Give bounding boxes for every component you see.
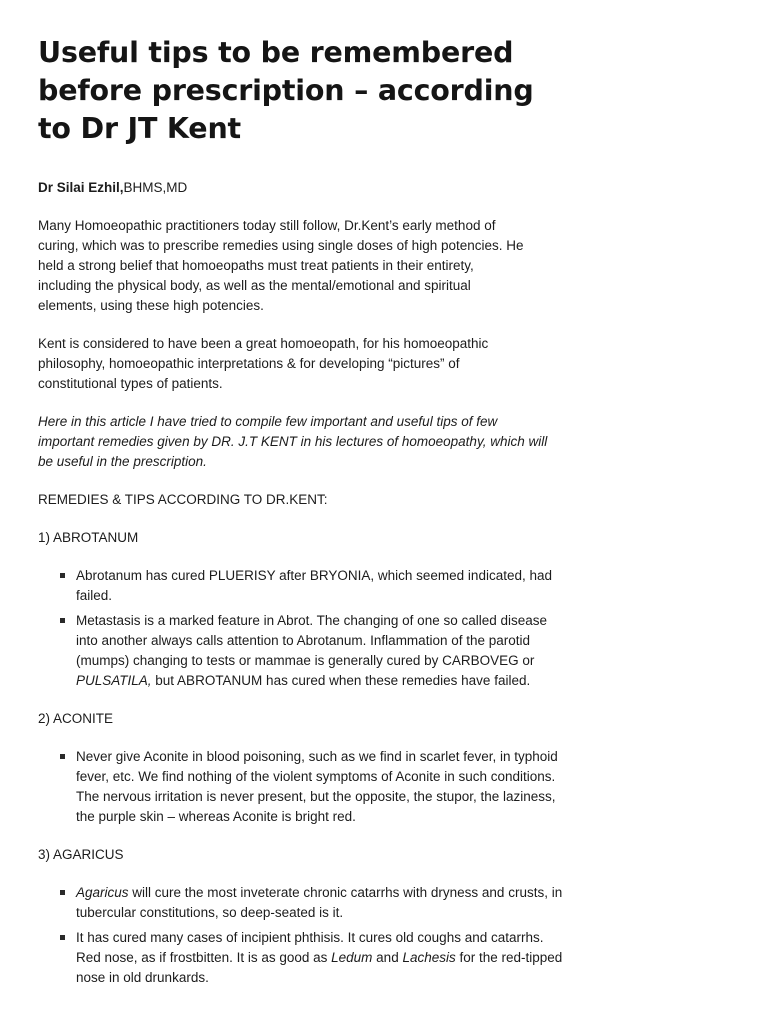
list-item-line [76,631,636,651]
italic-line: important remedies given by DR. J.T KENT in his lectures of homoeopathy, which will [38,434,548,449]
square-bullet-icon [60,890,65,895]
intro-line: including the physical body, as well as the mental/emotional and spiritual [38,278,471,293]
intro-line: elements, using these high potencies. [38,298,264,313]
list-item-line [76,586,636,606]
square-bullet-icon [60,754,65,759]
kent-line: philosophy, homoeopathic interpretations & for developing “pictures” of [38,356,460,371]
text: but ABROTANUM has cured when these remedies have failed. [151,673,531,688]
italic-text: Agaricus [76,885,129,900]
list-item-line [76,968,636,988]
text: for the red-tipped [455,950,563,965]
list-item [38,747,636,827]
text: Red nose, as if frostbitten. It is as good as [76,950,332,965]
title-line: to Dr JT Kent [38,112,241,145]
remedy-heading: 3) AGARICUS [38,847,124,862]
intro-paragraph [38,216,598,316]
kent-line: Kent is considered to have been a great homoeopath, for his homoeopathic [38,336,489,351]
text: The nervous irritation is never present, but the opposite, the stupor, the laziness, [76,789,556,804]
title-line: Useful tips to be remembered [38,36,514,69]
remedy-list [38,747,768,827]
list-item-line [76,671,636,691]
italic-line: Here in this article I have tried to compile few important and useful tips of few [38,414,498,429]
text: nose in old drunkards. [76,970,209,985]
list-item-line [76,807,636,827]
intro-line: Many Homoeopathic practitioners today still follow, Dr.Kent’s early method of [38,218,496,233]
text: into another always calls attention to Abrotanum. Inflammation of the parotid [76,633,531,648]
list-item [38,566,636,606]
author-credentials: BHMS,MD [123,180,188,195]
remedy-sections [38,528,768,988]
text: Never give Aconite in blood poisoning, such as we find in scarlet fever, in typhoid [76,749,558,764]
list-item-line [76,928,636,948]
italic-text: Lachesis [402,950,456,965]
text: the purple skin – whereas Aconite is bright red. [76,809,356,824]
italic-text: Ledum [331,950,373,965]
author-byline [38,178,768,198]
author-name: Dr Silai Ezhil, [38,180,124,195]
intro-line: curing, which was to prescribe remedies using single doses of high potencies. He [38,238,524,253]
intro-line: held a strong belief that homoeopaths must treat patients in their entirety, [38,258,474,273]
remedies-heading: REMEDIES & TIPS ACCORDING TO DR.KENT: [38,492,328,507]
list-item-line [76,903,636,923]
text: and [372,950,403,965]
remedy-heading: 1) ABROTANUM [38,530,139,545]
list-item [38,928,636,988]
title-line: before prescription – according [38,74,534,107]
text: (mumps) changing to tests or mammae is generally cured by CARBOVEG or [76,653,535,668]
italic-line: be useful in the prescription. [38,454,207,469]
list-item [38,883,636,923]
list-item-line [76,948,636,968]
list-item-line [76,747,636,767]
list-item-line [76,611,636,631]
text: Metastasis is a marked feature in Abrot. The changing of one so called disease [76,613,548,628]
italic-paragraph [38,412,598,472]
text: will cure the most inveterate chronic catarrhs with dryness and crusts, in [128,885,563,900]
square-bullet-icon [60,935,65,940]
kent-line: constitutional types of patients. [38,376,223,391]
remedy-list [38,566,768,691]
list-item-line [76,787,636,807]
square-bullet-icon [60,573,65,578]
text: failed. [76,588,113,603]
list-item-line [76,883,636,903]
list-item-line [76,651,636,671]
italic-text: PULSATILA, [76,673,152,688]
remedy-heading: 2) ACONITE [38,711,114,726]
text: fever, etc. We find nothing of the violent symptoms of Aconite in such conditions. [76,769,556,784]
square-bullet-icon [60,618,65,623]
remedy-list [38,883,768,988]
text: It has cured many cases of incipient phthisis. It cures old coughs and catarrhs. [76,930,544,945]
list-item [38,611,636,691]
text: Abrotanum has cured PLUERISY after BRYONIA, which seemed indicated, had [76,568,553,583]
list-item-line [76,566,636,586]
list-item-line [76,767,636,787]
text: tubercular constitutions, so deep-seated is it. [76,905,344,920]
kent-paragraph [38,334,598,394]
article-title [38,34,558,148]
